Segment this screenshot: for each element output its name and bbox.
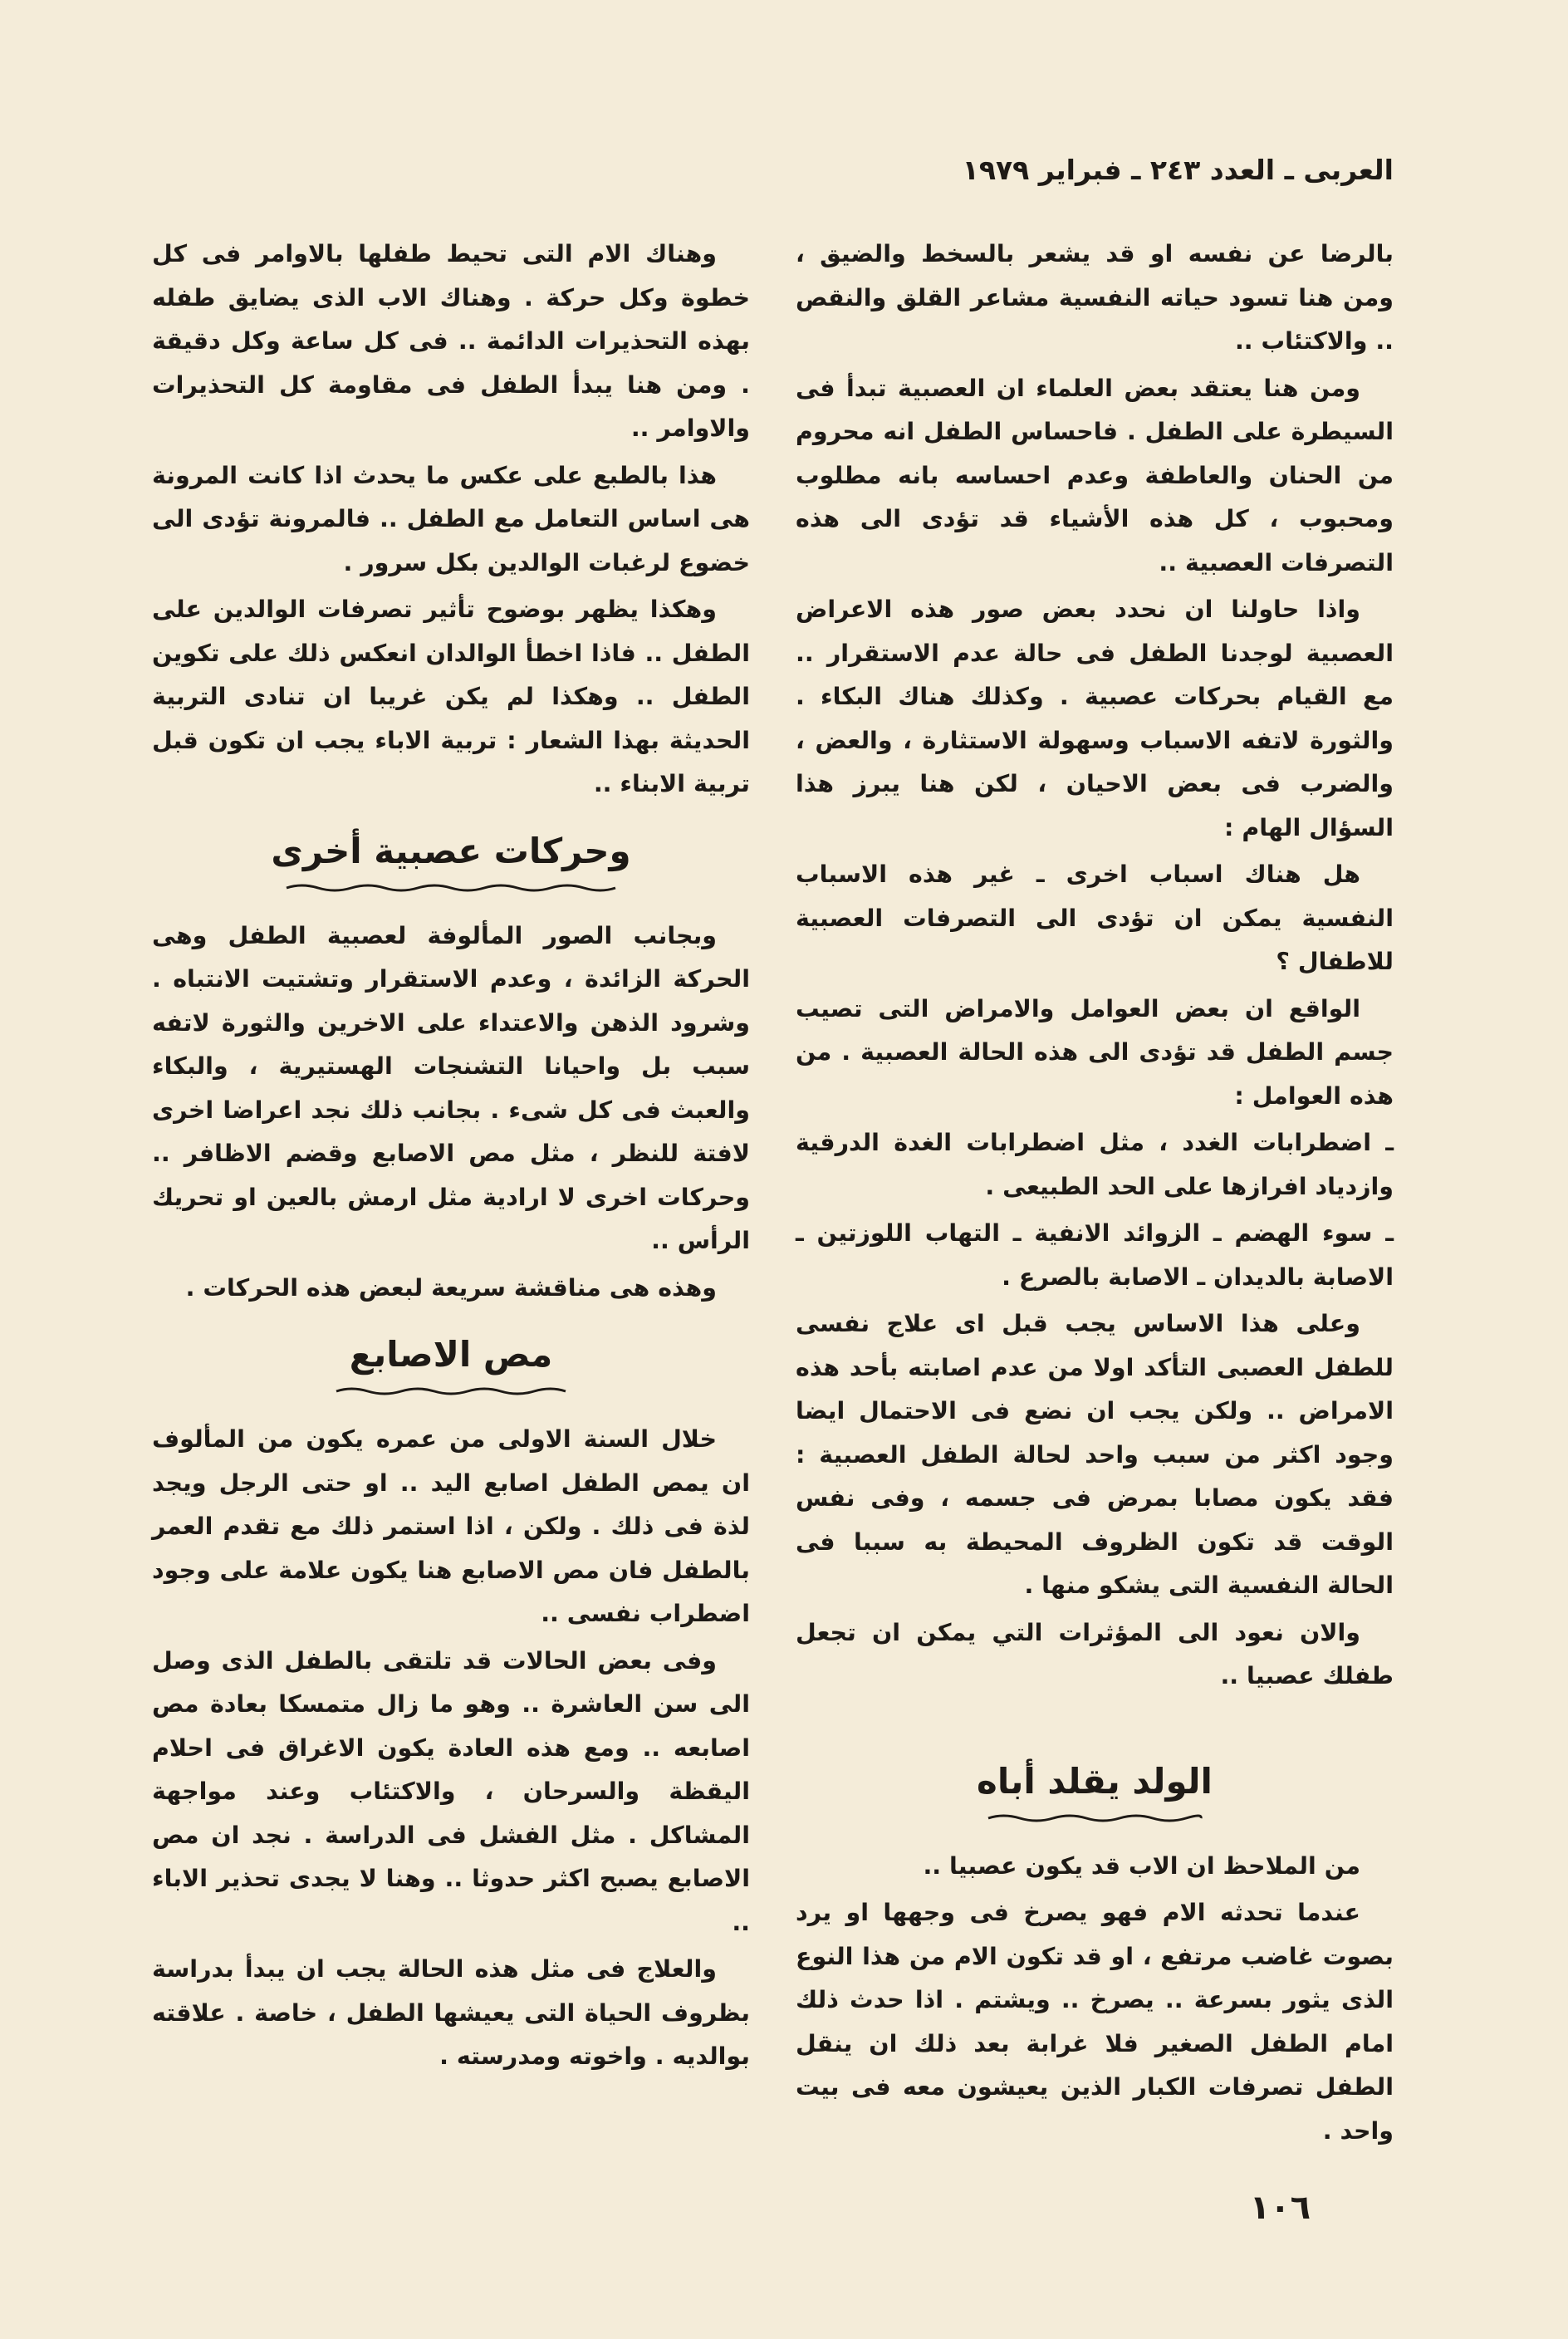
right-column bbox=[796, 233, 1394, 2156]
paragraph: ومن هنا يعتقد بعض العلماء ان العصبية تبدأ فى السيطرة على الطفل . فاحساس الطفل انه محروم من الحنان والعاطفة وعدم احساسه بانه مطلوب ومحبوب ، كل هذه الأشياء قد تؤدى الى هذه التصرفات العصبية .. bbox=[796, 374, 1394, 576]
paragraph: وهذه هى مناقشة سريعة لبعض هذه الحركات . bbox=[185, 1273, 717, 1302]
paragraph: والعلاج فى مثل هذه الحالة يجب ان يبدأ بدراسة بظروف الحياة التى يعيشها الطفل ، خاصة . علاقته بوالديه . واخوته ومدرسته . bbox=[152, 1955, 750, 2070]
paragraph: عندما تحدثه الام فهو يصرخ فى وجهها او يرد بصوت غاضب مرتفع ، او قد تكون الام من هذا النوع الذى يثور بسرعة .. يصرخ .. ويشتم . اذا حدث ذلك امام الطفل الصغير فلا غرابة بعد ذلك ان ينقل الطفل تصرفات الكبار الذين يعيشون معه فى بيت واحد . bbox=[796, 1899, 1394, 2145]
paragraph: بالرضا عن نفسه او قد يشعر بالسخط والضيق ، ومن هنا تسود حياته النفسية مشاعر القلق والنقص .. والاكتئاب .. bbox=[796, 240, 1394, 355]
paragraph: من الملاحظ ان الاب قد يكون عصبيا .. bbox=[923, 1851, 1360, 1880]
paragraph: وهناك الام التى تحيط طفلها بالاوامر فى كل خطوة وكل حركة . وهناك الاب الذى يضايق طفله بهذه التحذيرات الدائمة .. فى كل ساعة وكل دقيقة . ومن هنا يبدأ الطفل فى مقاومة كل التحذيرات والاوامر .. bbox=[152, 240, 750, 442]
paragraph: واذا حاولنا ان نحدد بعض صور هذه الاعراض العصبية لوجدنا الطفل فى حالة عدم الاستقرار .. مع القيام بحركات عصبية . وكذلك هناك البكاء . والثورة لاتفه الاسباب وسهولة الاستثارة ، والعض ، والضرب فى بعض الاحيان ، لكن هنا يبرز هذا السؤال الهام : bbox=[796, 596, 1394, 841]
left-column bbox=[152, 233, 750, 2082]
paragraph: خلال السنة الاولى من عمره يكون من المألوف ان يمص الطفل اصابع اليد .. او حتى الرجل ويجد لذة فى ذلك . ولكن ، اذا استمر ذلك مع تقدم العمر بالطفل فان مص الاصابع هنا يكون علامة على وجود اضطراب نفسى .. bbox=[152, 1425, 750, 1627]
paragraph: هل هناك اسباب اخرى ـ غير هذه الاسباب النفسية يمكن ان تؤدى الى التصرفات العصبية للاطفال ؟ bbox=[796, 861, 1394, 975]
paragraph: وعلى هذا الاساس يجب قبل اى علاج نفسى للطفل العصبى التأكد اولا من عدم اصابته بأحد هذه الامراض .. ولكن يجب ان نضع فى الاحتمال ايضا وجود اكثر من سبب واحد لحالة الطفل العصبية : فقد يكون مصابا بمرض فى جسمه ، وفى نفس الوقت قد تكون الظروف المحيطة به سببا فى الحالة النفسية التى يشكو منها . bbox=[796, 1310, 1394, 1599]
paragraph: وبجانب الصور المألوفة لعصبية الطفل وهى الحركة الزائدة ، وعدم الاستقرار وتشتيت الانتباه . وشرود الذهن والاعتداء على الاخرين والثورة لاتفه سبب بل واحيانا التشنجات الهستيرية ، والبكاء والعبث فى كل شىء . بجانب ذلك نجد اعراضا اخرى لافتة للنظر ، مثل مص الاصابع وقضم الاظافر .. وحركات اخرى لا ارادية مثل ارمش بالعين او تحريك الرأس .. bbox=[152, 921, 750, 1254]
running-header: العربى ـ العدد ٢٤٣ ـ فبراير ١٩٧٩ bbox=[962, 154, 1394, 186]
heading-underline bbox=[335, 1385, 567, 1396]
section-heading: الولد يقلد أباه bbox=[977, 1760, 1213, 1802]
paragraph: ـ اضطرابات الغدد ، مثل اضطرابات الغدة الدرقية وازدياد افرازها على الحد الطبيعى . bbox=[796, 1129, 1394, 1200]
paragraph: وهكذا يظهر بوضوح تأثير تصرفات الوالدين على الطفل .. فاذا اخطأ الوالدان انعكس ذلك على تكوين الطفل .. وهكذا لم يكن غريبا ان تنادى التربية الحديثة بهذا الشعار : تربية الاباء يجب ان تكون قبل تربية الابناء .. bbox=[152, 596, 750, 797]
section-heading: مص الاصابع bbox=[349, 1334, 553, 1375]
section-heading: وحركات عصبية أخرى bbox=[271, 830, 631, 871]
page-number: ١٠٦ bbox=[1249, 2189, 1311, 2227]
paragraph: والان نعود الى المؤثرات التي يمكن ان تجعل طفلك عصبيا .. bbox=[796, 1618, 1394, 1689]
paragraph: الواقع ان بعض العوامل والامراض التى تصيب جسم الطفل قد تؤدى الى هذه الحالة العصبية . من هذه العوامل : bbox=[796, 994, 1394, 1110]
paragraph: وفى بعض الحالات قد تلتقى بالطفل الذى وصل الى سن العاشرة .. وهو ما زال متمسكا بعادة مص اصابعه .. ومع هذه العادة يكون الاغراق فى احلام اليقظة والسرحان ، والاكتئاب وعند مواجهة المشاكل . مثل الفشل فى الدراسة . نجد ان مص الاصابع يصبح اكثر حدوثا .. وهنا لا يجدى تحذير الاباء .. bbox=[152, 1646, 750, 1936]
heading-underline bbox=[987, 1812, 1203, 1823]
paragraph: ـ سوء الهضم ـ الزوائد الانفية ـ التهاب اللوزتين ـ الاصابة بالديدان ـ الاصابة بالصرع . bbox=[796, 1219, 1394, 1291]
heading-underline bbox=[285, 881, 617, 893]
paragraph: هذا بالطبع على عكس ما يحدث اذا كانت المرونة هى اساس التعامل مع الطفل .. فالمرونة تؤدى الى خضوع لرغبات الوالدين بكل سرور . bbox=[152, 461, 750, 576]
